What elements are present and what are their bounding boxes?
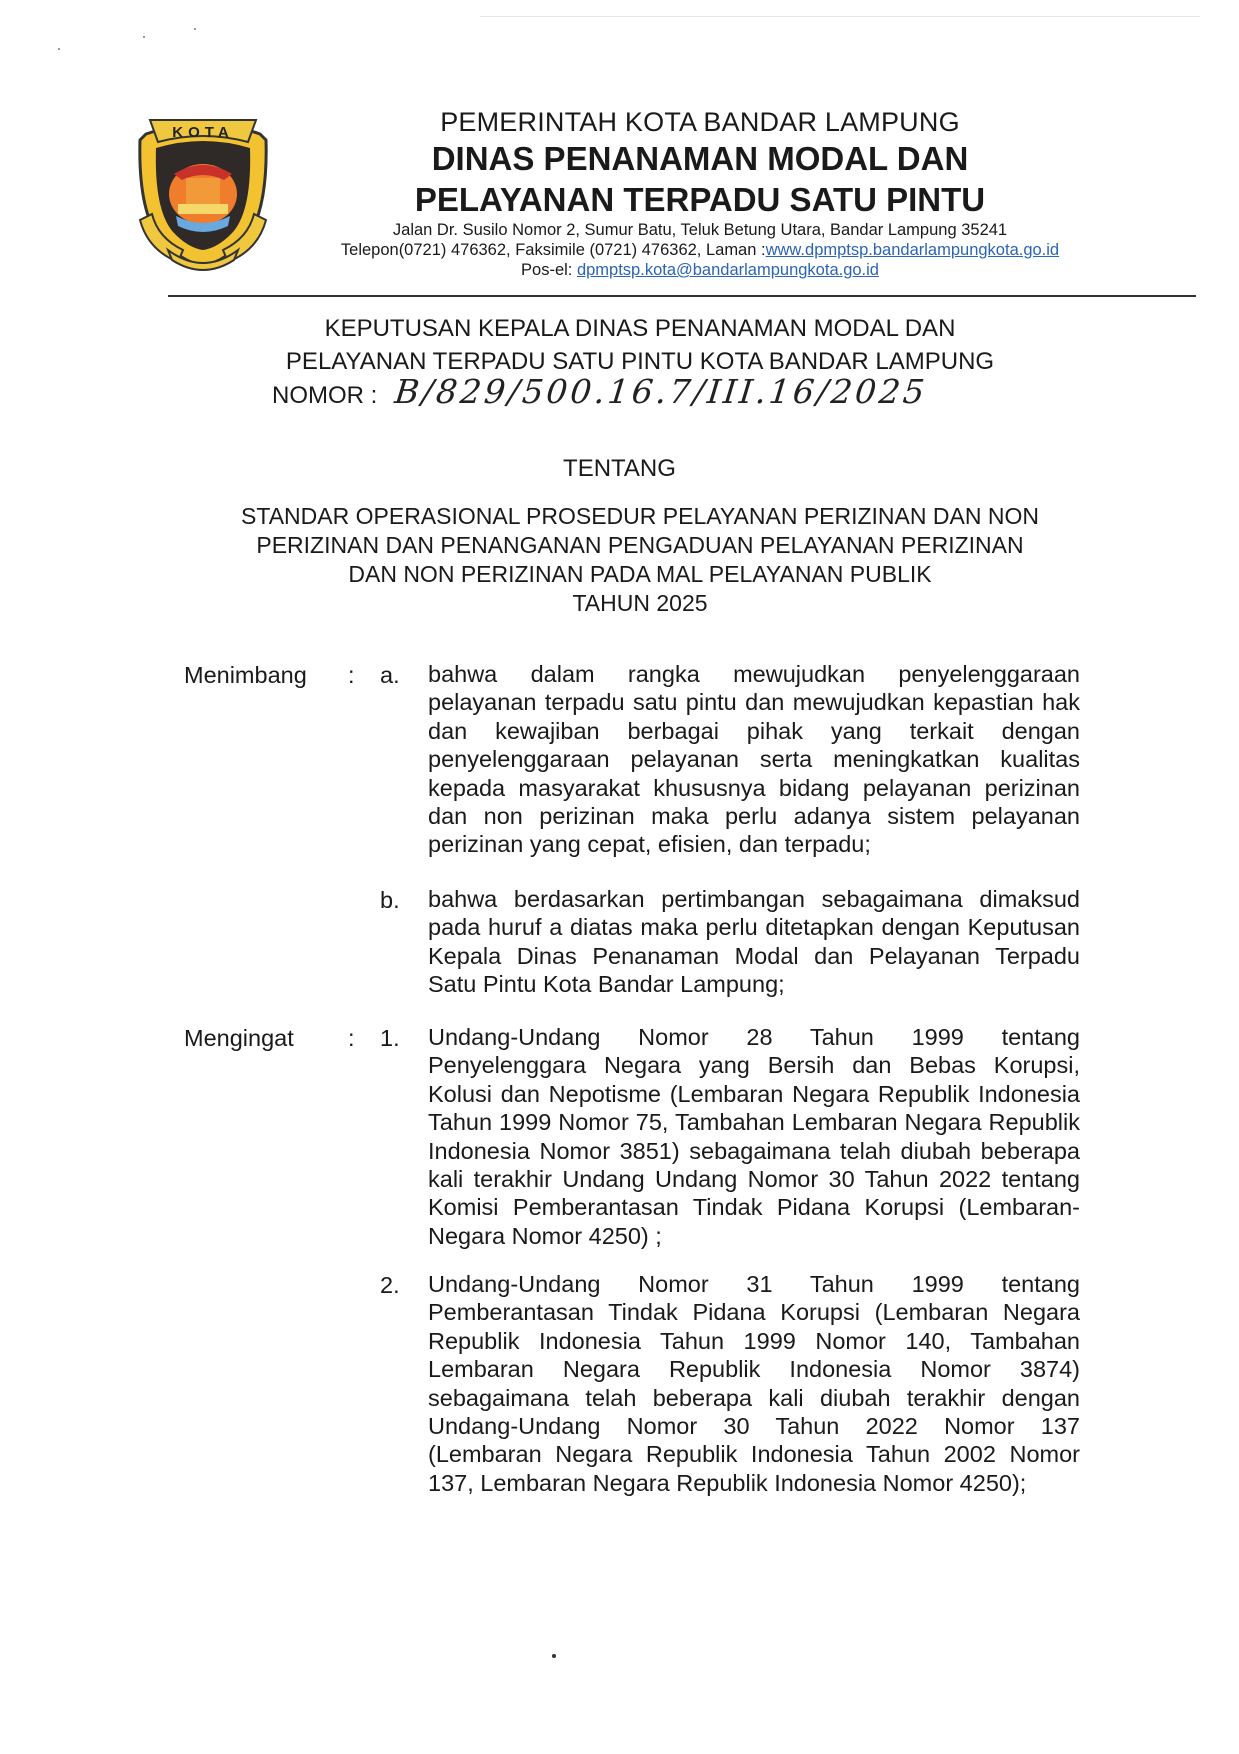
letterhead-divider (168, 295, 1196, 297)
clause-marker: a. (380, 662, 400, 688)
decree-title (180, 312, 1100, 378)
clause-text: bahwa dalam rangka mewujudkan penyelenggaraan pelayanan terpadu satu pintu dan mewujudkan kepastian hak dan kewajiban berbagai pihak yang terkait dengan penyelenggaraan pelayanan serta meningkatkan kualitas kepada masyarakat khususnya bidang pelayanan perizinan dan non perizinan maka perlu adanya sistem pelayanan perizinan yang cepat, efisien, dan terpadu; (428, 661, 1080, 858)
mengingat-label: Mengingat (184, 1025, 294, 1051)
scan-speck (194, 28, 196, 30)
agency-name-line-1: DINAS PENANAMAN MODAL DAN (431, 140, 969, 177)
nomor-handwritten-value: B/829/500.16.7/III.16/2025 (393, 372, 930, 411)
subject-line-2: PERIZINAN DAN PENANGANAN PENGADUAN PELAYANAN PERIZINAN (256, 532, 1024, 558)
decree-number (272, 372, 928, 422)
nomor-label: NOMOR : (272, 382, 378, 409)
scan-speck (143, 36, 145, 38)
menimbang-label: Menimbang (184, 662, 307, 688)
scan-artifact-line (480, 16, 1200, 17)
tentang-heading: TENTANG (563, 455, 676, 482)
email-prefix: Pos-el: (521, 261, 577, 279)
decree-subject (170, 502, 1110, 618)
clause-text: bahwa berdasarkan pertimbangan sebagaimana dimaksud pada huruf a diatas maka perlu ditetapkan dengan Keputusan Kepala Dinas Penanaman Modal dan Pelayanan Terpadu Satu Pintu Kota Bandar Lampung; (428, 886, 1080, 998)
email-link[interactable]: dpmptsp.kota@bandarlampungkota.go.id (576, 261, 879, 279)
clause-marker: 1. (380, 1025, 400, 1051)
subject-line-4: TAHUN 2025 (572, 590, 708, 616)
scan-speck (58, 48, 60, 50)
subject-line-3: DAN NON PERIZINAN PADA MAL PELAYANAN PUBLIK (348, 561, 932, 587)
email-line (260, 260, 1140, 280)
letterhead (260, 106, 1140, 280)
contact-line (260, 240, 1140, 260)
clause-text: Undang-Undang Nomor 28 Tahun 1999 tentang Penyelenggara Negara yang Bersih dan Bebas Korupsi, Kolusi dan Nepotisme (Lembaran Negara Republik Indonesia Tahun 1999 Nomor 75, Tambahan Lembaran Negara Republik Indonesia Nomor 3851) sebagaimana telah diubah beberapa kali terakhir Undang Undang Nomor 30 Tahun 2022 tentang Komisi Pemberantasan Tindak Pidana Korupsi (Lembaran-Negara Nomor 4250) ; (428, 1024, 1080, 1249)
decree-title-line-2: PELAYANAN TERPADU SATU PINTU KOTA BANDAR LAMPUNG (285, 348, 995, 375)
website-link[interactable]: www.dpmptsp.bandarlampungkota.go.id (765, 241, 1060, 259)
city-emblem-logo (128, 100, 278, 272)
government-name: PEMERINTAH KOTA BANDAR LAMPUNG (440, 107, 960, 137)
contact-prefix: Telepon(0721) 476362, Faksimile (0721) 476362, Laman : (340, 241, 766, 259)
menimbang-colon: : (348, 662, 355, 688)
decree-title-line-1: KEPUTUSAN KEPALA DINAS PENANAMAN MODAL DAN (324, 315, 956, 342)
clause-text: Undang-Undang Nomor 31 Tahun 1999 tentang Pemberantasan Tindak Pidana Korupsi (Lembaran Negara Republik Indonesia Tahun 1999 Nomor 140, Tambahan Lembaran Negara Republik Indonesia Nomor 3874) sebagaimana telah beberapa kali diubah terakhir dengan Undang-Undang Nomor 30 Tahun 2022 Nomor 137 (Lembaran Negara Republik Indonesia Tahun 2002 Nomor 137, Lembaran Negara Republik Indonesia Nomor 4250); (428, 1271, 1080, 1496)
address: Jalan Dr. Susilo Nomor 2, Sumur Batu, Teluk Betung Utara, Bandar Lampung 35241 (392, 221, 1008, 239)
subject-line-1: STANDAR OPERASIONAL PROSEDUR PELAYANAN PERIZINAN DAN NON (241, 503, 1039, 529)
clause-marker: b. (380, 887, 400, 913)
mengingat-colon: : (348, 1025, 355, 1051)
svg-text:KOTA: KOTA (172, 124, 234, 141)
clause-marker: 2. (380, 1272, 400, 1298)
scan-dot (552, 1654, 556, 1658)
agency-name-line-2: PELAYANAN TERPADU SATU PINTU (414, 181, 986, 218)
